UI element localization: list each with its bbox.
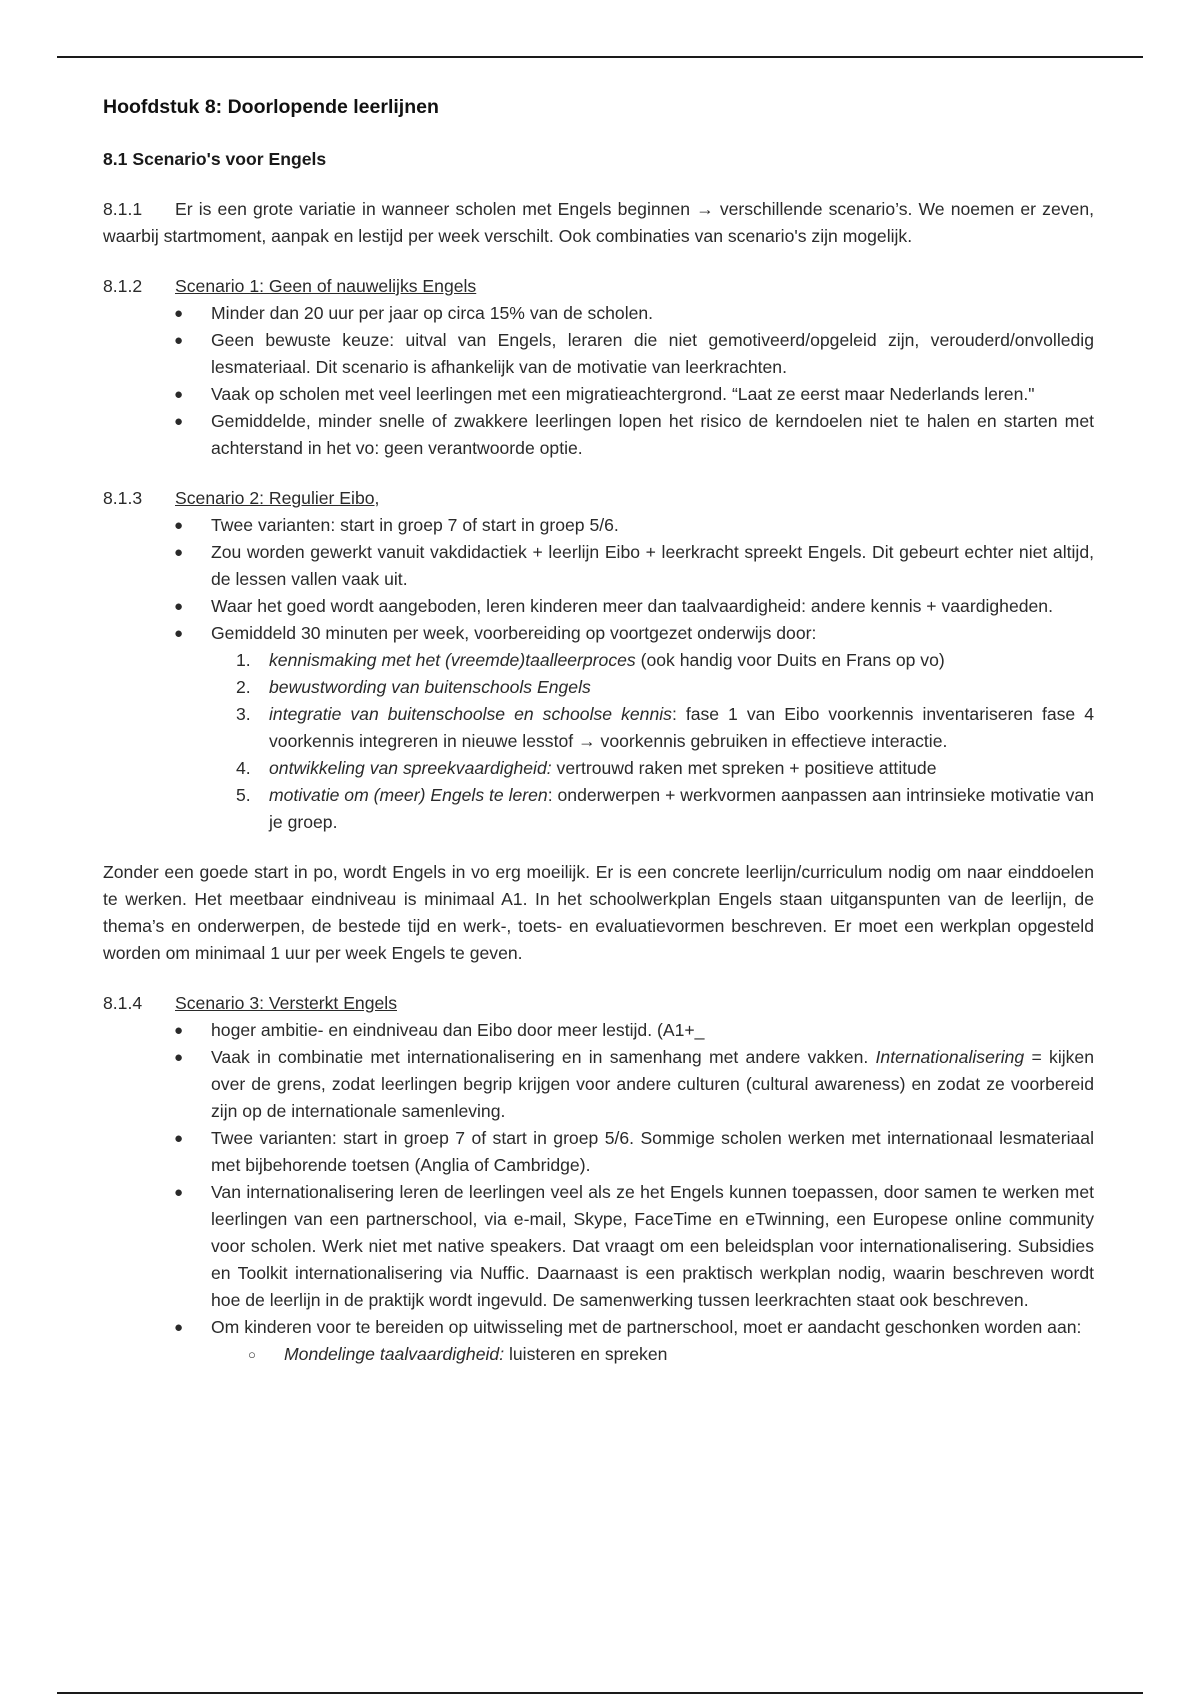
list-item-text: Twee varianten: start in groep 7 of start in groep 5/6. Sommige scholen werken met internationaal lesmateriaal met bijbehorende toetsen (Anglia of Cambridge).	[211, 1128, 1094, 1175]
section-header	[103, 990, 1094, 1017]
numbered-item	[236, 701, 1094, 755]
bullet-list	[103, 512, 1094, 836]
item-italic-text: motivatie om (meer) Engels te leren	[269, 785, 548, 805]
list-item-text: Geen bewuste keuze: uitval van Engels, leraren die niet gemotiveerd/opgeleid zijn, verouderd/onvolledig lesmateriaal. Dit scenario is afhankelijk van de motivatie van leerkrachten.	[211, 330, 1094, 377]
list-item-text: Gemiddeld 30 minuten per week, voorbereiding op voortgezet onderwijs door:	[211, 623, 817, 643]
section-title: Scenario 3: Versterkt Engels	[175, 993, 397, 1013]
list-item	[174, 300, 1094, 327]
item-italic-text: bewustwording van buitenschools Engels	[269, 677, 591, 697]
sub-list-item	[248, 1341, 1094, 1368]
bullet-icon: ●	[174, 386, 184, 403]
section-title: Scenario 1: Geen of nauwelijks Engels	[175, 276, 477, 296]
sub-bullet-list	[211, 1341, 1094, 1368]
sub-item-italic-text: Mondelinge taalvaardigheid:	[284, 1344, 505, 1364]
section-8-1-4	[103, 990, 1094, 1368]
bullet-icon: ●	[174, 517, 184, 534]
item-number: 4.	[236, 758, 251, 778]
section-title: Scenario 2: Regulier Eibo,	[175, 488, 380, 508]
list-item	[174, 1125, 1094, 1179]
list-item	[174, 408, 1094, 462]
item-number: 3.	[236, 704, 251, 724]
item-text: vertrouwd raken met spreken + positieve attitude	[551, 758, 937, 778]
list-item	[174, 593, 1094, 620]
section-heading-8-1: 8.1 Scenario's voor Engels	[103, 149, 327, 169]
bullet-icon: ●	[174, 1319, 184, 1336]
list-item-text: Vaak op scholen met veel leerlingen met een migratieachtergrond. “Laat ze eerst maar Nederlands leren."	[211, 384, 1035, 404]
bullet-icon: ●	[174, 1184, 184, 1201]
list-item-text: Twee varianten: start in groep 7 of start in groep 5/6.	[211, 515, 619, 535]
list-item-text: hoger ambitie- en eindniveau dan Eibo door meer lestijd. (A1+_	[211, 1020, 705, 1040]
numbered-item	[236, 755, 1094, 782]
section-header	[103, 273, 1094, 300]
numbered-item	[236, 647, 1094, 674]
list-item	[174, 1179, 1094, 1314]
bullet-icon: ●	[174, 1049, 184, 1066]
item-text: : fase 1 van Eibo voorkennis inventariseren fase 4 voorkennis integreren in nieuwe lesstof → voorkennis gebruiken in effectieve interactie.	[269, 704, 1094, 751]
list-item-text: Minder dan 20 uur per jaar op circa 15% van de scholen.	[211, 303, 654, 323]
list-item-text: Om kinderen voor te bereiden op uitwisseling met de partnerschool, moet er aandacht geschonken worden aan:	[211, 1317, 1082, 1337]
list-item-text: Zou worden gewerkt vanuit vakdidactiek + leerlijn Eibo + leerkracht spreekt Engels. Dit gebeurt echter niet altijd, de lessen vallen vaak uit.	[211, 542, 1094, 589]
list-item	[174, 381, 1094, 408]
item-text: (ook handig voor Duits en Frans op vo)	[635, 650, 945, 670]
top-rule	[57, 56, 1143, 58]
bullet-icon: ●	[174, 544, 184, 561]
item-number: 1.	[236, 650, 251, 670]
list-item-text: Vaak in combinatie met internationalisering en in samenhang met andere vakken.	[211, 1047, 869, 1067]
list-item-text: Waar het goed wordt aangeboden, leren kinderen meer dan taalvaardigheid: andere kennis + vaardigheden.	[211, 596, 1053, 616]
bullet-icon: ●	[174, 305, 184, 322]
list-item-italic-text: Internationalisering	[875, 1047, 1025, 1067]
item-italic-text: kennismaking met het (vreemde)taalleerproces	[269, 650, 636, 670]
section-header	[103, 485, 1094, 512]
section-number: 8.1.2	[103, 276, 143, 296]
bullet-icon: ●	[174, 625, 184, 642]
item-italic-text: integratie van buitenschoolse en schoolse kennis	[269, 704, 672, 724]
item-number: 2.	[236, 677, 251, 697]
list-item	[174, 620, 1094, 836]
sub-item-text: luisteren en spreken	[504, 1344, 668, 1364]
list-item	[174, 539, 1094, 593]
list-item	[174, 1017, 1094, 1044]
list-item	[174, 1314, 1094, 1368]
list-item-text: = kijken over de grens, zodat leerlingen begrip krijgen voor andere culturen (cultural awareness) en zodat ze voorbereid zijn op de internationale samenleving.	[211, 1047, 1094, 1121]
item-italic-text: ontwikkeling van spreekvaardigheid:	[269, 758, 552, 778]
chapter-heading: Hoofdstuk 8: Doorlopende leerlijnen	[103, 96, 439, 118]
bullet-icon: ●	[174, 1022, 184, 1039]
list-item	[174, 327, 1094, 381]
bullet-icon: ●	[174, 332, 184, 349]
section-8-1-2	[103, 273, 1094, 462]
numbered-item	[236, 674, 1094, 701]
bullet-icon: ●	[174, 413, 184, 430]
section-number: 8.1.4	[103, 993, 143, 1013]
bottom-rule	[57, 1692, 1143, 1694]
paragraph-po-vo: Zonder een goede start in po, wordt Engels in vo erg moeilijk. Er is een concrete leerlijn/curriculum nodig om naar einddoelen te werken. Het meetbaar eindniveau is minimaal A1. In het schoolwerkplan Engels staan uitganspunten van de leerlijn, de thema’s en onderwerpen, de bestede tijd en werk-, toets- en evaluatievormen beschreven. Er moet een werkplan opgesteld worden om minimaal 1 uur per week Engels te geven.	[103, 862, 1094, 963]
list-item	[174, 1044, 1094, 1125]
bullet-list	[103, 300, 1094, 462]
section-number: 8.1.3	[103, 488, 143, 508]
paragraph-8-1-1	[103, 196, 1094, 250]
numbered-list	[211, 647, 1094, 836]
item-number: 5.	[236, 785, 251, 805]
bullet-icon: ●	[174, 1130, 184, 1147]
list-item-text: Gemiddelde, minder snelle of zwakkere leerlingen lopen het risico de kerndoelen niet te halen en starten met achterstand in het vo: geen verantwoorde optie.	[211, 411, 1094, 458]
numbered-item	[236, 782, 1094, 836]
list-item	[174, 512, 1094, 539]
list-item-text: Van internationalisering leren de leerlingen veel als ze het Engels kunnen toepassen, door samen te werken met leerlingen van een partnerschool, via e-mail, Skype, FaceTime en eTwinning, een Europese online community voor scholen. Werk niet met native speakers. Dat vraagt om een beleidsplan voor internationalisering. Subsidies en Toolkit internationalisering via Nuffic. Daarnaast is een praktisch werkplan nodig, waarin beschreven wordt hoe de leerlijn in de praktijk wordt ingevuld. De samenwerking tussen leerkrachten staat ook beschreven.	[211, 1182, 1094, 1310]
bullet-icon: ●	[174, 598, 184, 615]
section-8-1-3	[103, 485, 1094, 836]
document-page	[103, 90, 1094, 1368]
bullet-list	[103, 1017, 1094, 1368]
circle-bullet-icon: ○	[248, 1347, 256, 1362]
item-text: : onderwerpen + werkvormen aanpassen aan intrinsieke motivatie van je groep.	[269, 785, 1094, 832]
section-number: 8.1.1	[103, 199, 143, 219]
paragraph-text: Er is een grote variatie in wanneer scholen met Engels beginnen → verschillende scenario’s. We noemen er zeven, waarbij startmoment, aanpak en lestijd per week verschilt. Ook combinaties van scenario's zijn mogelijk.	[103, 199, 1094, 246]
